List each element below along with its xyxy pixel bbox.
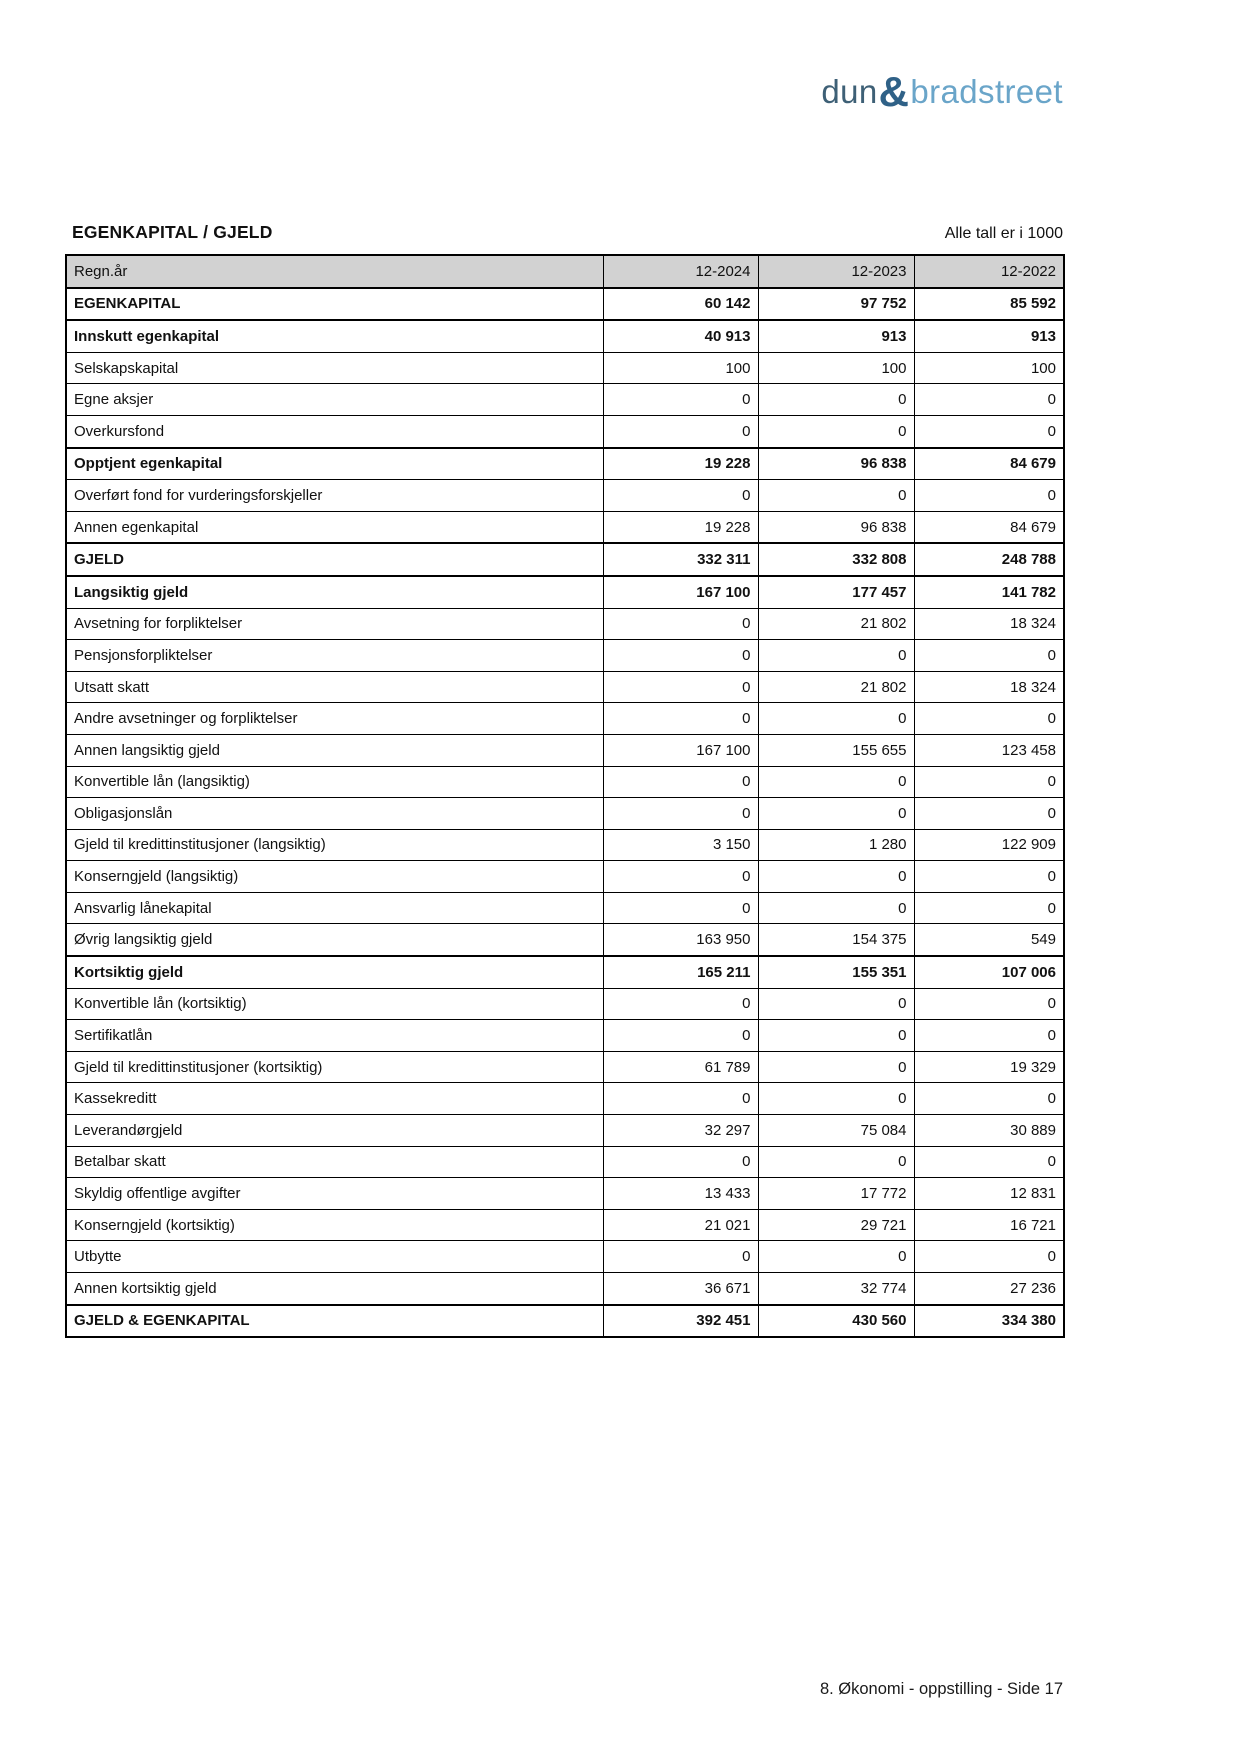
row-label: Annen langsiktig gjeld bbox=[66, 734, 603, 766]
row-value: 248 788 bbox=[914, 543, 1064, 576]
row-value: 96 838 bbox=[758, 511, 914, 543]
row-value: 97 752 bbox=[758, 288, 914, 321]
row-value: 0 bbox=[603, 384, 758, 416]
row-label: Obligasjonslån bbox=[66, 798, 603, 830]
row-label: EGENKAPITAL bbox=[66, 288, 603, 321]
row-value: 122 909 bbox=[914, 829, 1064, 861]
row-value: 0 bbox=[758, 415, 914, 447]
column-header-2024: 12-2024 bbox=[603, 255, 758, 288]
row-value: 0 bbox=[603, 861, 758, 893]
row-label: Konserngjeld (kortsiktig) bbox=[66, 1209, 603, 1241]
table-row bbox=[66, 734, 1064, 766]
table-row bbox=[66, 798, 1064, 830]
row-value: 21 021 bbox=[603, 1209, 758, 1241]
table-row bbox=[66, 988, 1064, 1020]
row-value: 0 bbox=[914, 703, 1064, 735]
row-value: 0 bbox=[603, 671, 758, 703]
balance-sheet-table bbox=[65, 254, 1065, 1338]
row-value: 0 bbox=[603, 892, 758, 924]
row-value: 0 bbox=[758, 480, 914, 512]
row-value: 19 228 bbox=[603, 511, 758, 543]
row-value: 0 bbox=[914, 798, 1064, 830]
row-label: Pensjonsforpliktelser bbox=[66, 640, 603, 672]
table-row bbox=[66, 288, 1064, 321]
row-value: 0 bbox=[603, 1083, 758, 1115]
row-value: 0 bbox=[758, 1241, 914, 1273]
row-value: 392 451 bbox=[603, 1305, 758, 1338]
row-label: Overført fond for vurderingsforskjeller bbox=[66, 480, 603, 512]
row-value: 32 297 bbox=[603, 1115, 758, 1147]
row-value: 0 bbox=[758, 861, 914, 893]
row-value: 107 006 bbox=[914, 956, 1064, 988]
row-label: Selskapskapital bbox=[66, 352, 603, 384]
row-value: 155 351 bbox=[758, 956, 914, 988]
row-value: 0 bbox=[603, 1020, 758, 1052]
row-value: 12 831 bbox=[914, 1178, 1064, 1210]
row-label: Konvertible lån (kortsiktig) bbox=[66, 988, 603, 1020]
row-label: Utsatt skatt bbox=[66, 671, 603, 703]
row-value: 549 bbox=[914, 924, 1064, 956]
row-value: 0 bbox=[758, 892, 914, 924]
row-value: 16 721 bbox=[914, 1209, 1064, 1241]
table-row bbox=[66, 320, 1064, 352]
row-value: 13 433 bbox=[603, 1178, 758, 1210]
units-note: Alle tall er i 1000 bbox=[944, 225, 1063, 242]
row-value: 1 280 bbox=[758, 829, 914, 861]
row-value: 0 bbox=[914, 988, 1064, 1020]
table-row bbox=[66, 415, 1064, 447]
page-title: EGENKAPITAL / GJELD bbox=[72, 222, 273, 242]
row-label: Gjeld til kredittinstitusjoner (langsiktig) bbox=[66, 829, 603, 861]
row-label: Overkursfond bbox=[66, 415, 603, 447]
row-value: 0 bbox=[603, 640, 758, 672]
row-value: 0 bbox=[758, 1051, 914, 1083]
table-body bbox=[66, 288, 1064, 1338]
row-value: 0 bbox=[914, 766, 1064, 798]
table-row bbox=[66, 543, 1064, 576]
table-row bbox=[66, 1241, 1064, 1273]
row-value: 177 457 bbox=[758, 576, 914, 608]
row-label: Andre avsetninger og forpliktelser bbox=[66, 703, 603, 735]
row-value: 0 bbox=[603, 988, 758, 1020]
row-value: 430 560 bbox=[758, 1305, 914, 1338]
row-value: 19 329 bbox=[914, 1051, 1064, 1083]
row-value: 100 bbox=[758, 352, 914, 384]
row-label: Innskutt egenkapital bbox=[66, 320, 603, 352]
row-value: 0 bbox=[758, 384, 914, 416]
table-row bbox=[66, 829, 1064, 861]
row-label: Konserngjeld (langsiktig) bbox=[66, 861, 603, 893]
row-value: 96 838 bbox=[758, 448, 914, 480]
row-value: 29 721 bbox=[758, 1209, 914, 1241]
row-value: 0 bbox=[758, 1146, 914, 1178]
table-row bbox=[66, 384, 1064, 416]
row-value: 0 bbox=[914, 861, 1064, 893]
table-row bbox=[66, 1305, 1064, 1338]
table-row bbox=[66, 766, 1064, 798]
row-label: Utbytte bbox=[66, 1241, 603, 1273]
row-value: 913 bbox=[758, 320, 914, 352]
row-value: 100 bbox=[603, 352, 758, 384]
table-row bbox=[66, 608, 1064, 640]
row-value: 100 bbox=[914, 352, 1064, 384]
row-value: 0 bbox=[914, 892, 1064, 924]
row-value: 60 142 bbox=[603, 288, 758, 321]
row-value: 19 228 bbox=[603, 448, 758, 480]
row-label: Annen egenkapital bbox=[66, 511, 603, 543]
row-value: 0 bbox=[758, 766, 914, 798]
row-value: 0 bbox=[758, 640, 914, 672]
row-value: 0 bbox=[914, 1146, 1064, 1178]
row-value: 0 bbox=[914, 1020, 1064, 1052]
row-value: 0 bbox=[914, 1241, 1064, 1273]
dun-bradstreet-logo bbox=[821, 68, 1063, 115]
row-value: 163 950 bbox=[603, 924, 758, 956]
table-row bbox=[66, 511, 1064, 543]
row-value: 61 789 bbox=[603, 1051, 758, 1083]
table-row bbox=[66, 1083, 1064, 1115]
row-value: 30 889 bbox=[914, 1115, 1064, 1147]
row-label: Ansvarlig lånekapital bbox=[66, 892, 603, 924]
row-value: 0 bbox=[603, 608, 758, 640]
row-value: 75 084 bbox=[758, 1115, 914, 1147]
row-label: Leverandørgjeld bbox=[66, 1115, 603, 1147]
row-value: 0 bbox=[758, 1083, 914, 1115]
table-row bbox=[66, 671, 1064, 703]
row-value: 0 bbox=[914, 415, 1064, 447]
row-value: 154 375 bbox=[758, 924, 914, 956]
table-row bbox=[66, 1146, 1064, 1178]
table-row bbox=[66, 703, 1064, 735]
row-label: Kassekreditt bbox=[66, 1083, 603, 1115]
logo-text-dun: dun bbox=[821, 73, 878, 110]
column-header-2022: 12-2022 bbox=[914, 255, 1064, 288]
table-row bbox=[66, 640, 1064, 672]
row-value: 334 380 bbox=[914, 1305, 1064, 1338]
row-value: 167 100 bbox=[603, 734, 758, 766]
row-value: 21 802 bbox=[758, 608, 914, 640]
row-value: 0 bbox=[603, 415, 758, 447]
row-value: 36 671 bbox=[603, 1273, 758, 1305]
row-value: 0 bbox=[914, 480, 1064, 512]
row-label: Øvrig langsiktig gjeld bbox=[66, 924, 603, 956]
row-value: 913 bbox=[914, 320, 1064, 352]
row-label: Konvertible lån (langsiktig) bbox=[66, 766, 603, 798]
table-row bbox=[66, 861, 1064, 893]
column-header-year-label: Regn.år bbox=[66, 255, 603, 288]
row-value: 84 679 bbox=[914, 511, 1064, 543]
row-value: 18 324 bbox=[914, 671, 1064, 703]
row-value: 0 bbox=[603, 798, 758, 830]
row-label: Opptjent egenkapital bbox=[66, 448, 603, 480]
column-header-2023: 12-2023 bbox=[758, 255, 914, 288]
table-row bbox=[66, 1178, 1064, 1210]
row-value: 332 808 bbox=[758, 543, 914, 576]
row-value: 0 bbox=[914, 640, 1064, 672]
table-row bbox=[66, 956, 1064, 988]
row-value: 17 772 bbox=[758, 1178, 914, 1210]
row-value: 84 679 bbox=[914, 448, 1064, 480]
row-value: 0 bbox=[603, 480, 758, 512]
row-value: 167 100 bbox=[603, 576, 758, 608]
row-label: Kortsiktig gjeld bbox=[66, 956, 603, 988]
row-label: Sertifikatlån bbox=[66, 1020, 603, 1052]
table-row bbox=[66, 1209, 1064, 1241]
row-value: 0 bbox=[758, 703, 914, 735]
table-row bbox=[66, 892, 1064, 924]
table-row bbox=[66, 1051, 1064, 1083]
row-value: 0 bbox=[758, 988, 914, 1020]
row-value: 155 655 bbox=[758, 734, 914, 766]
row-value: 0 bbox=[603, 766, 758, 798]
row-value: 332 311 bbox=[603, 543, 758, 576]
row-value: 0 bbox=[914, 384, 1064, 416]
row-value: 18 324 bbox=[914, 608, 1064, 640]
table-header-row bbox=[66, 255, 1064, 288]
row-value: 141 782 bbox=[914, 576, 1064, 608]
row-value: 0 bbox=[603, 1241, 758, 1273]
logo-text-bradstreet: bradstreet bbox=[910, 73, 1063, 110]
table-row bbox=[66, 924, 1064, 956]
row-label: Skyldig offentlige avgifter bbox=[66, 1178, 603, 1210]
row-label: GJELD & EGENKAPITAL bbox=[66, 1305, 603, 1338]
section-header bbox=[72, 222, 1063, 243]
row-value: 0 bbox=[914, 1083, 1064, 1115]
row-value: 0 bbox=[758, 1020, 914, 1052]
row-value: 40 913 bbox=[603, 320, 758, 352]
table-row bbox=[66, 448, 1064, 480]
row-value: 3 150 bbox=[603, 829, 758, 861]
row-value: 123 458 bbox=[914, 734, 1064, 766]
table-row bbox=[66, 1020, 1064, 1052]
row-value: 32 774 bbox=[758, 1273, 914, 1305]
row-value: 21 802 bbox=[758, 671, 914, 703]
table-row bbox=[66, 1115, 1064, 1147]
row-label: Annen kortsiktig gjeld bbox=[66, 1273, 603, 1305]
row-label: Avsetning for forpliktelser bbox=[66, 608, 603, 640]
page-footer: 8. Økonomi - oppstilling - Side 17 bbox=[819, 1680, 1063, 1698]
row-label: Gjeld til kredittinstitusjoner (kortsiktig) bbox=[66, 1051, 603, 1083]
row-label: Langsiktig gjeld bbox=[66, 576, 603, 608]
row-value: 27 236 bbox=[914, 1273, 1064, 1305]
row-label: Betalbar skatt bbox=[66, 1146, 603, 1178]
row-value: 0 bbox=[758, 798, 914, 830]
table-row bbox=[66, 352, 1064, 384]
row-value: 0 bbox=[603, 703, 758, 735]
row-value: 0 bbox=[603, 1146, 758, 1178]
table-row bbox=[66, 480, 1064, 512]
logo-ampersand-icon: & bbox=[878, 68, 910, 115]
row-label: GJELD bbox=[66, 543, 603, 576]
row-label: Egne aksjer bbox=[66, 384, 603, 416]
table-row bbox=[66, 1273, 1064, 1305]
table-row bbox=[66, 576, 1064, 608]
row-value: 85 592 bbox=[914, 288, 1064, 321]
row-value: 165 211 bbox=[603, 956, 758, 988]
